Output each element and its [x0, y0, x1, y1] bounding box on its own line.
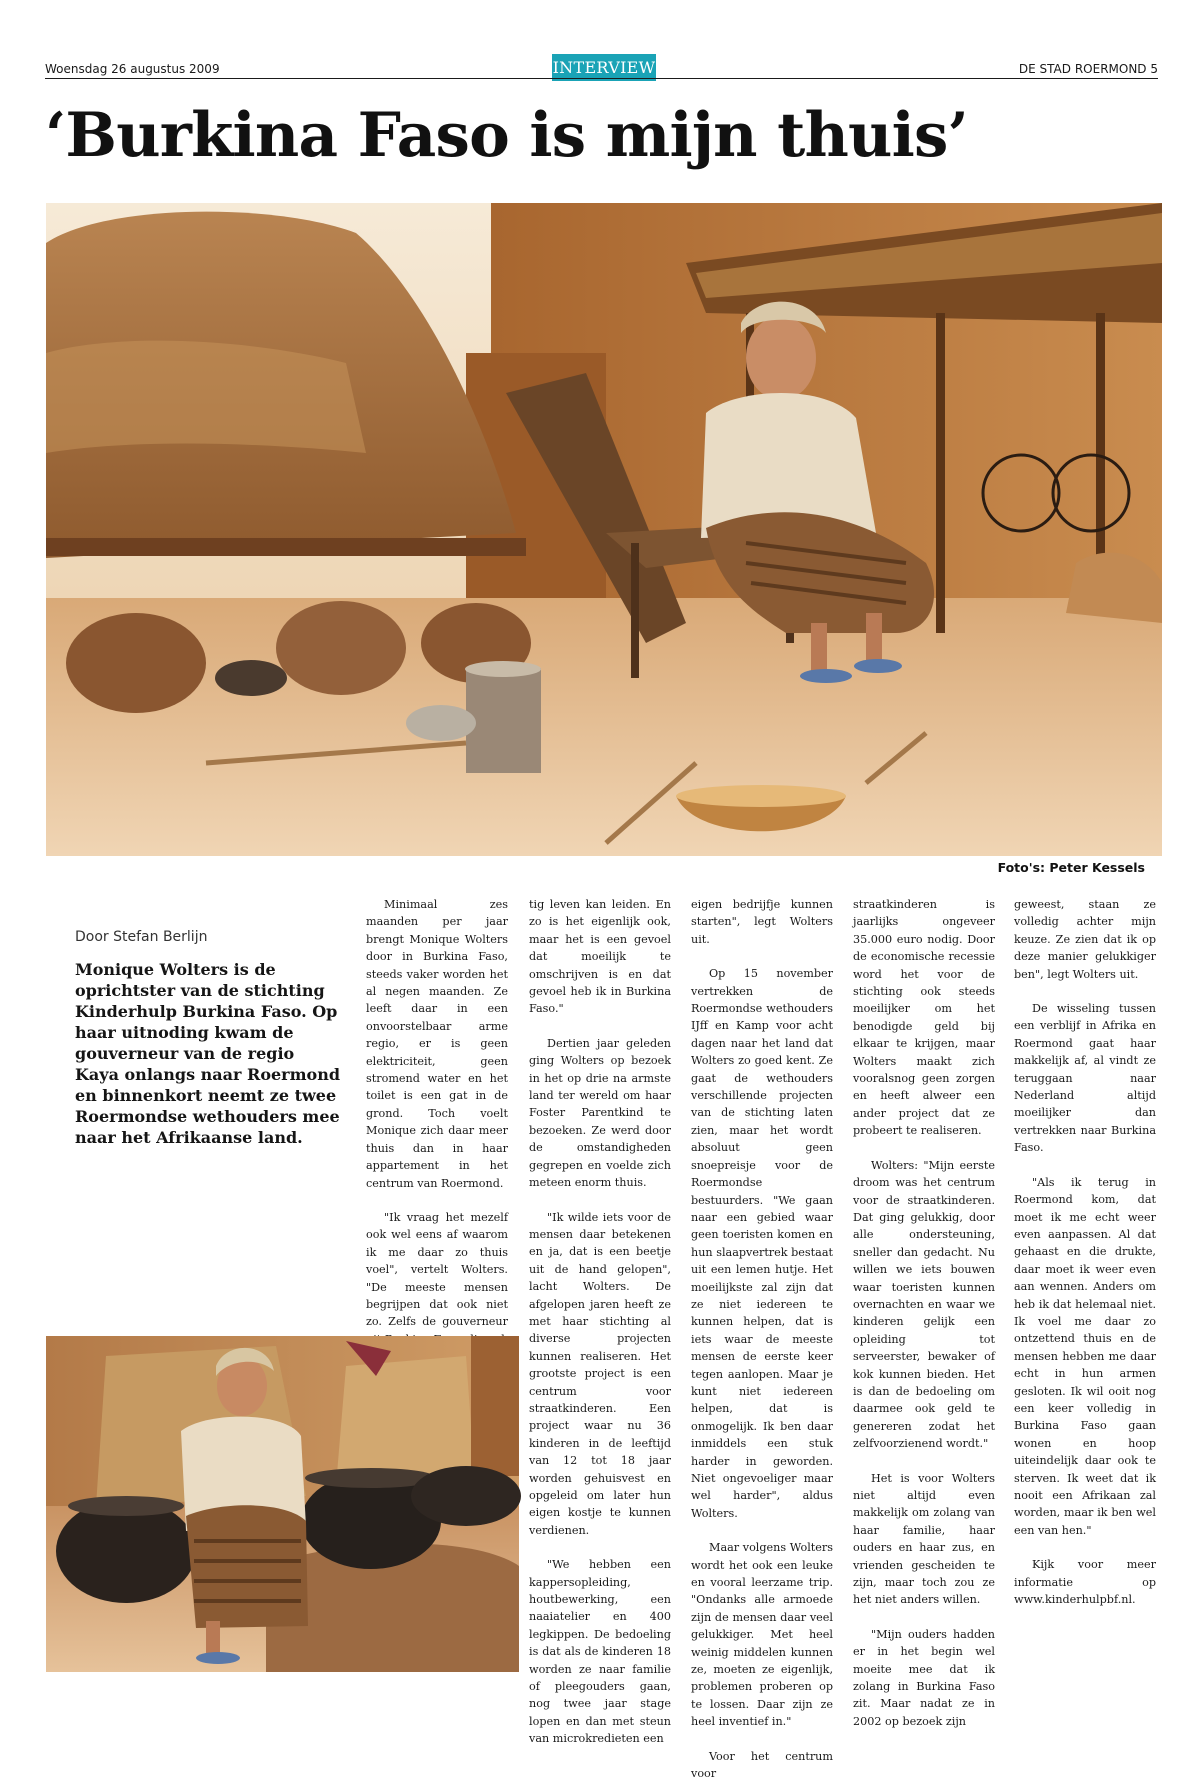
paragraph: eigen bedrijfje kunnen starten", legt Wolters uit. — [691, 898, 833, 946]
paragraph: Maar volgens Wolters wordt het ook een leuke en vooral leerzame trip. "Ondanks alle armoede zijn de mensen daar veel gelukkiger. Met heel weinig middelen kunnen ze, moeten ze eigenlijk, problemen proberen op te lossen. Daar zijn ze heel inventief in." — [691, 1541, 833, 1729]
paragraph: Op 15 november vertrekken de Roermondse wethouders IJff en Kamp voor acht dagen naar het land dat Wolters zo goed kent. Ze gaat de wethouders verschillende projecten van de stichting laten zien, maar het wordt absoluut geen snoepreisje voor de Roermondse bestuurders. "We gaan naar een gebied waar geen toeristen komen en hun slaapvertrek bestaat uit een lemen hutje. Het moeilijkste zal zijn dat ze niet iedereen te kunnen helpen, dat is iets waar de meeste mensen de eerste keer tegen aanlopen. Maar je kunt niet iedereen helpen, dat is onmogelijk. Ik ben daar inmiddels een stuk harder in geworden. Niet ongevoeliger maar wel harder", aldus Wolters. — [691, 967, 833, 1520]
byline: Door Stefan Berlijn — [75, 929, 208, 945]
article-column-5 — [1014, 896, 1156, 1681]
paragraph: Voor het centrum voor — [691, 1749, 833, 1781]
photo-credit: Foto's: Peter Kessels — [997, 860, 1145, 875]
paragraph: "Als ik terug in Roermond kom, dat moet ik me echt weer even aanpassen. Al dat gehaast en die drukte, daar moet ik weer even aan wennen. Anders om heb ik dat helemaal niet. Ik voel me daar zo ontzettend thuis en de mensen hebben me daar echt in hun armen gesloten. Ik wil ooit nog een keer volledig in Burkina Faso gaan wonen en hoop uiteindelijk daar ook te sterven. Ik weet dat ik nooit een Afrikaan zal worden, maar ik ben wel een van hen." — [1014, 1175, 1156, 1537]
paragraph: geweest, staan ze volledig achter mijn keuze. Ze zien dat ik op deze manier gelukkiger ben", legt Wolters uit. — [1014, 898, 1156, 981]
paragraph: "Ik wilde iets voor de mensen daar betekenen en ja, dat is een beetje uit de hand gelopen", lacht Wolters. De afgelopen jaren heeft ze met haar stichting al diverse projecten kunnen realiseren. Het grootste project is een centrum voor straatkinderen. Een project waar nu 36 kinderen in de leeftijd van 12 tot 18 jaar worden gehuisvest en opgeleid om later hun eigen kostje te kunnen verdienen. — [529, 1210, 671, 1537]
paragraph: straatkinderen is jaarlijks ongeveer 35.000 euro nodig. Door de economische recessie word het voor de stichting ook steeds moeilijker om het benodigde geld bij elkaar te krijgen, maar Wolters maakt zich vooralsnog geen zorgen en heeft alweer een ander project dat ze probeert te realiseren. — [853, 898, 995, 1138]
paragraph: Minimaal zes maanden per jaar brengt Monique Wolters door in Burkina Faso, steeds vaker worden het al negen maanden. Ze leeft daar in een onvoorstelbaar arme regio, er is geen elektriciteit, geen stromend water en het toilet is een gat in de grond. Toch voelt Monique zich daar meer thuis dan in haar appartement in het centrum van Roermond. — [366, 898, 508, 1190]
paragraph: De wisseling tussen een verblijf in Afrika en Roermond gaat haar makkelijk af, al vindt ze teruggaan naar Nederland altijd moeilijker dan vertrekken naar Burkina Faso. — [1014, 1002, 1156, 1155]
paragraph: "Mijn ouders hadden er in het begin wel moeite mee dat ik zolang in Burkina Faso zit. Maar nadat ze in 2002 op bezoek zijn — [853, 1627, 995, 1728]
paragraph: Dertien jaar geleden ging Wolters op bezoek in het op drie na armste land ter wereld om haar Foster Parentkind te bezoeken. Ze werd door de omstandigheden gegrepen en voelde zich meteen enorm thuis. — [529, 1036, 671, 1190]
paragraph: Wolters: "Mijn eerste droom was het centrum voor de straatkinderen. Dat ging gelukkig, door alle ondersteuning, sneller dan gedacht. Nu willen we iets bouwen waar toeristen kunnen overnachten en waar we kinderen gelijk een opleiding tot serveerster, bewaker of kok kunnen bieden. Het is dan de bedoeling om daarmee ook geld te genereren zodat het zelfvoorzienend wordt." — [853, 1158, 995, 1451]
intro-paragraph: Monique Wolters is de oprichtster van de stichting Kinderhulp Burkina Faso. Op haar uitnoding kwam de gouverneur van de regio Kaya onlangs naar Roermond en binnenkort neemt ze twee Roermondse wethouders mee naar het Afrikaanse land. — [75, 960, 341, 1147]
page-number: DE STAD ROERMOND 5 — [1018, 62, 1158, 76]
paragraph: "We hebben een kappersopleiding, houtbewerking, een naaiatelier en 400 legkippen. De bedoeling is dat als de kinderen 18 worden ze naar familie of pleegouders gaan, nog twee jaar stage lopen en dan met steun van microkredieten een — [529, 1558, 671, 1746]
section-tag: INTERVIEW — [552, 54, 656, 81]
issue-date: Woensdag 26 augustus 2009 — [45, 62, 220, 76]
paragraph: Kijk voor meer informatie op www.kinderhulpbf.nl. — [1014, 1558, 1156, 1607]
article-column-1 — [366, 896, 508, 1329]
paragraph: Het is voor Wolters niet altijd even makkelijk om zolang van haar familie, haar ouders en haar zus, en vrienden gescheiden te zijn, maar toch zou ze het niet anders willen. — [853, 1471, 995, 1607]
article-column-2 — [529, 896, 671, 1746]
article-column-4 — [853, 896, 995, 1728]
header-rule — [45, 78, 1158, 79]
paragraph: tig leven kan leiden. En zo is het eigenlijk ook, maar het is een gevoel dat moeilijk te omschrijven is en dat gevoel heb ik in Burkina Faso." — [529, 898, 671, 1016]
headline: ‘Burkina Faso is mijn thuis’ — [45, 100, 968, 171]
paragraph: "Ik vraag het mezelf ook wel eens af waarom ik me daar zo thuis voel", vertelt Wolters. "De meeste mensen begrijpen dat ook niet zo. Zelfs de gouverneur — [366, 1210, 508, 1329]
article-column-3 — [691, 896, 833, 1781]
main-photo — [46, 203, 1162, 856]
inset-photo — [46, 1336, 519, 1672]
